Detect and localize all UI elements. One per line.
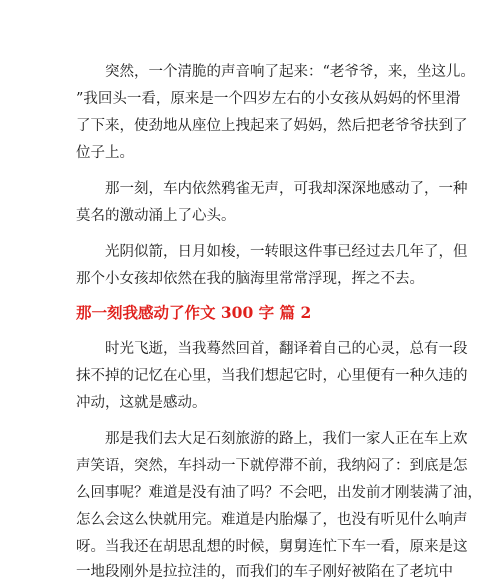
paragraph-2-line-2: 莫名的激动涌上了心头。 [76, 208, 236, 224]
paragraph-4-line-1: 时光飞逝，当我蓦然回首，翻译着自己的心灵，总有一段 [76, 341, 468, 357]
paragraph-5-line-2: 声笑语，突然，车抖动一下就停滞不前，我纳闷了：到底是怎 [76, 458, 468, 474]
paragraph-4-line-2: 抹不掉的记忆在心里，当我们想起它时，心里便有一种久违的 [76, 368, 468, 384]
paragraph-5-line-5: 呀。当我还在胡思乱想的时候，舅舅连忙下车一看，原来是这 [76, 539, 468, 555]
paragraph-5-line-1: 那是我们去大足石刻旅游的路上，我们一家人正在车上欢 [76, 431, 468, 447]
paragraph-1-line-2: ”我回头一看，原来是一个四岁左右的小女孩从妈妈的怀里滑 [76, 91, 461, 107]
paragraph-3-line-1: 光阴似箭，日月如梭，一转眼这件事已经过去几年了，但 [76, 244, 468, 260]
paragraph-5-line-6: 一地段刚外是拉拉洼的，而我们的车子刚好被陷在了老坑中 [76, 564, 453, 580]
paragraph-4-line-3: 冲动，这就是感动。 [76, 395, 207, 411]
section-heading: 那一刻我感动了作文 300 字 篇 2 [76, 303, 312, 322]
paragraph-2-line-1: 那一刻，车内依然鸦雀无声，可我却深深地感动了，一种 [76, 181, 468, 197]
paragraph-3-line-2: 那个小女孩却依然在我的脑海里常常浮现，挥之不去。 [76, 271, 424, 287]
paragraph-5-line-3: 么回事呢？难道是没有油了吗？不会吧，出发前才刚装满了油， [76, 485, 482, 501]
paragraph-1-line-3: 了下来，使劲地从座位上拽起来了妈妈，然后把老爷爷扶到了 [76, 118, 468, 134]
paragraph-1-line-1: 突然，一个清脆的声音响了起来：“老爷爷，来，坐这儿。 [76, 64, 475, 80]
paragraph-1-line-4: 位子上。 [76, 145, 134, 161]
paragraph-5-line-4: 怎么会这么快就用完。难道是内胎爆了，也没有听见什么响声 [76, 512, 468, 528]
